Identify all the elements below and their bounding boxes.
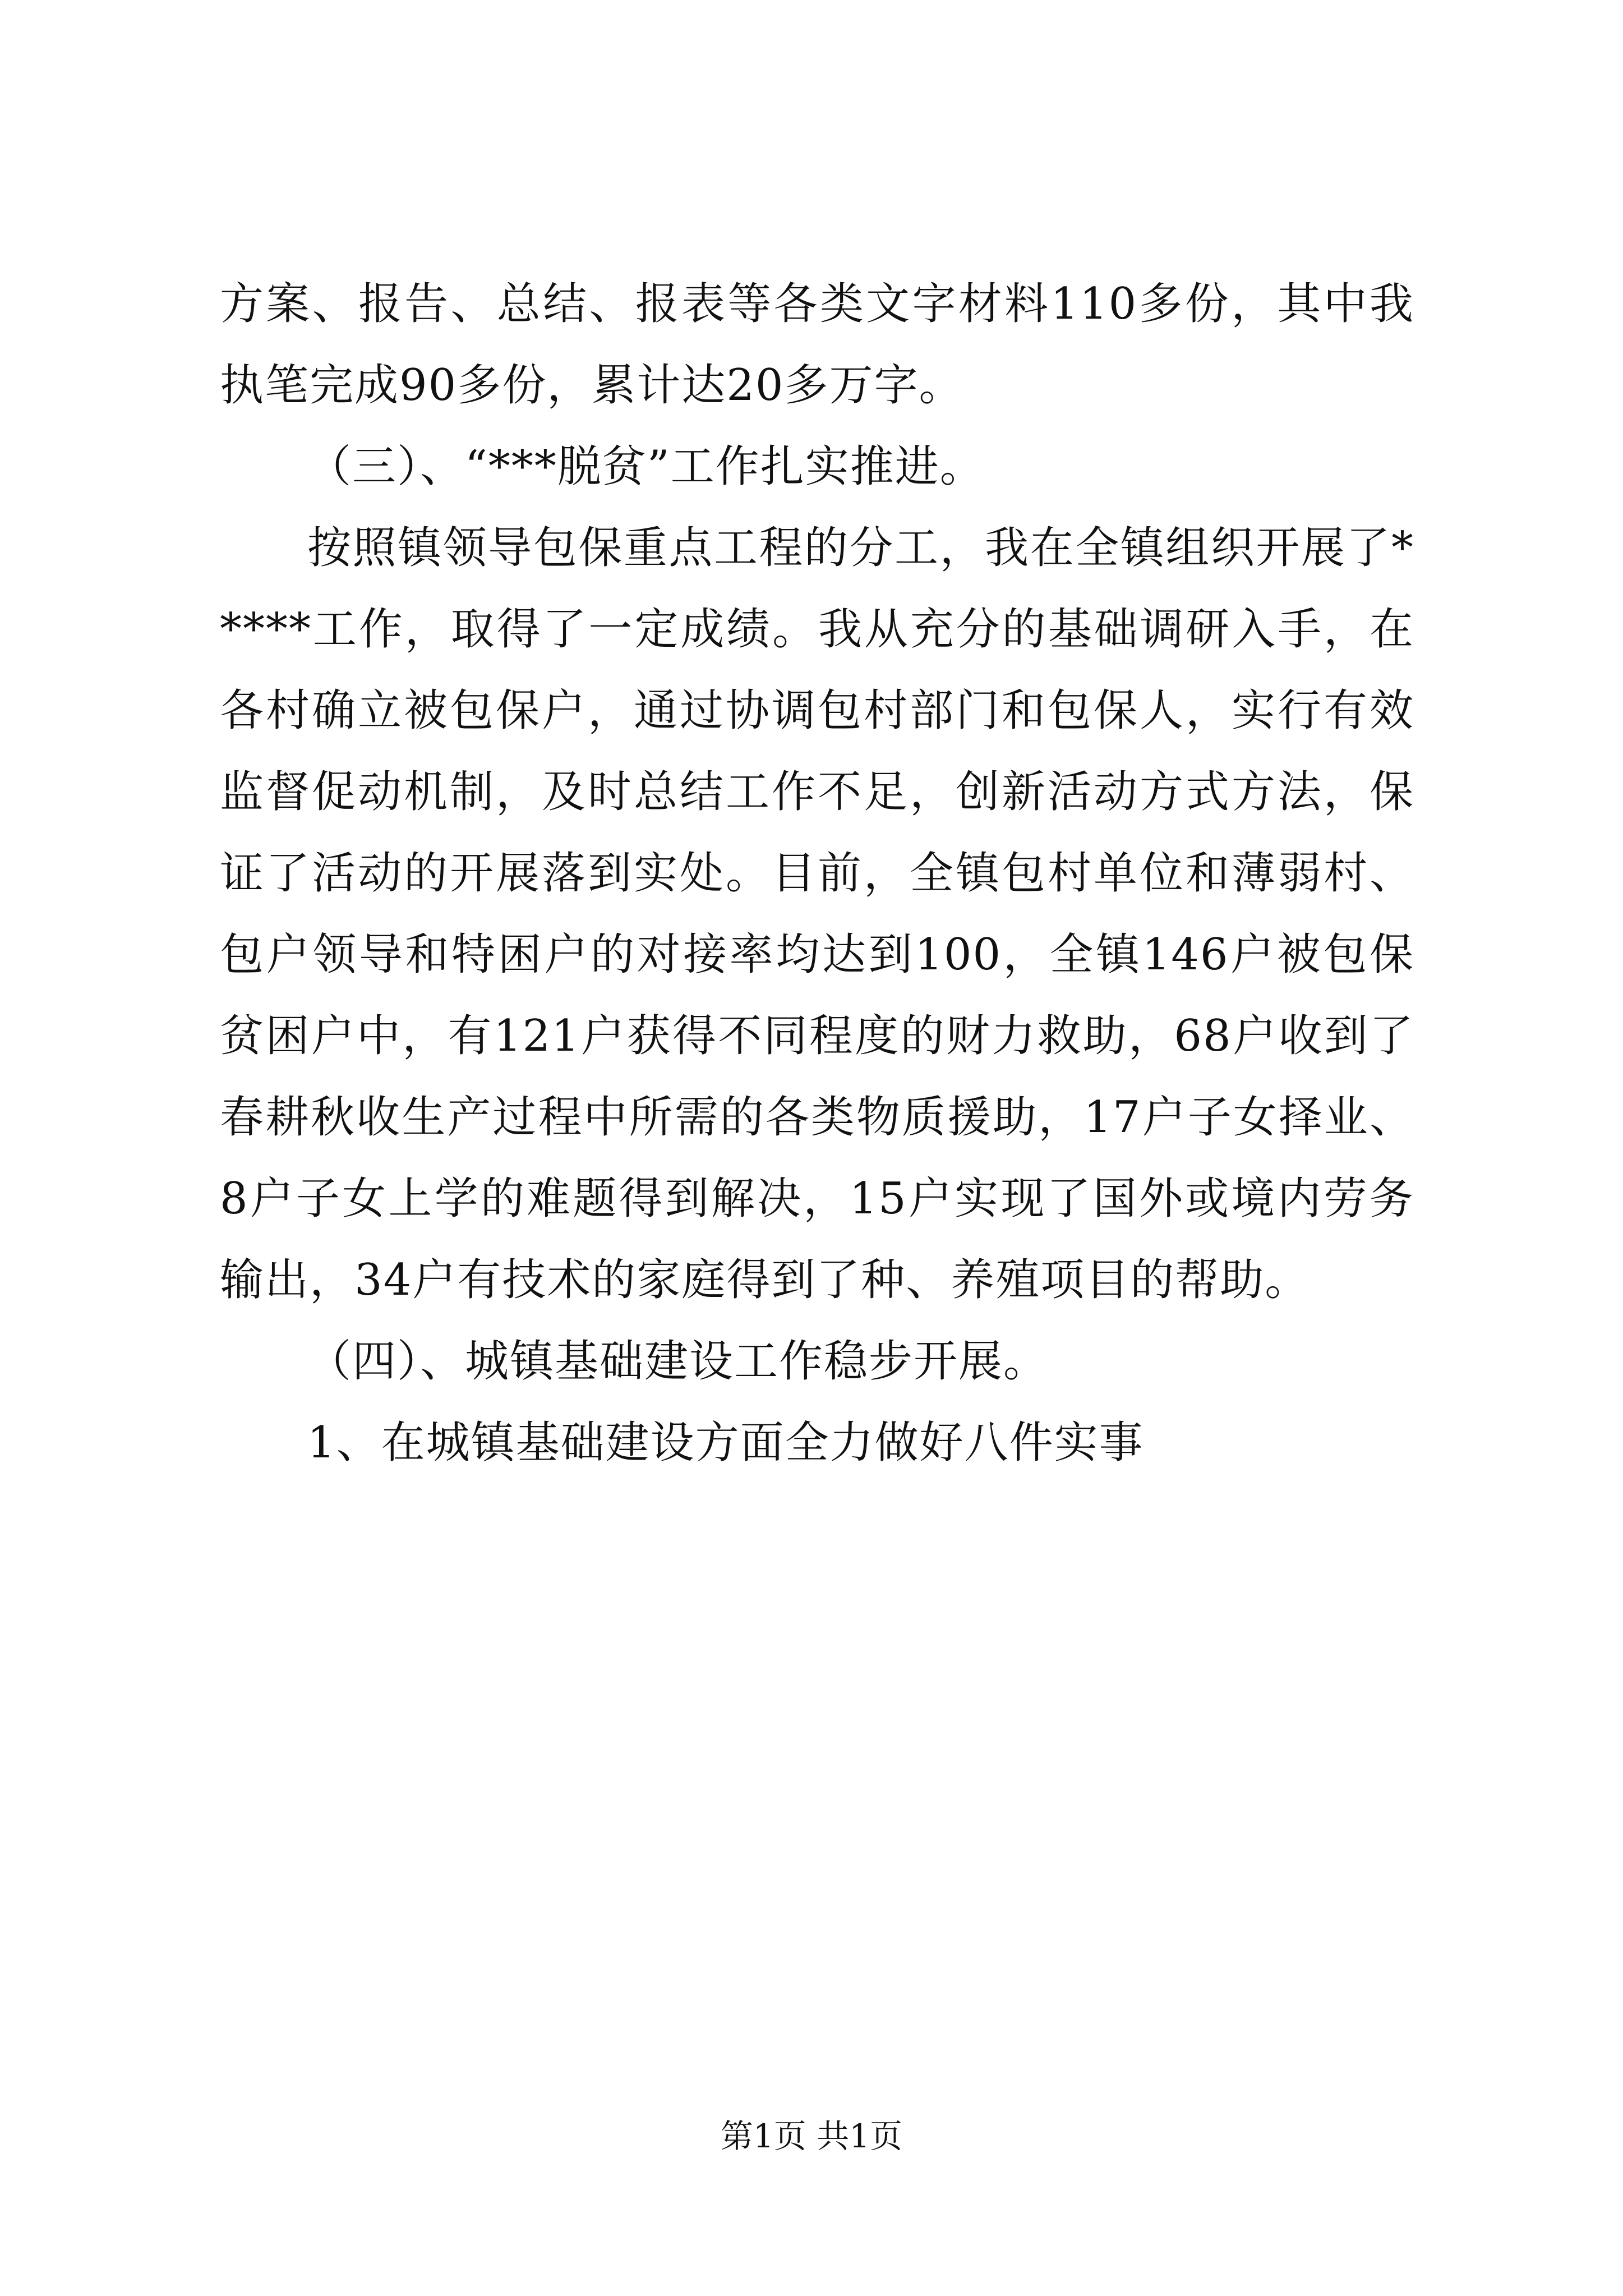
document-body xyxy=(220,264,1414,1484)
paragraph-continuation: 方案、报告、总结、报表等各类文字材料110多份，其中我执笔完成90多份，累计达20多万字。 xyxy=(220,279,1414,411)
section-heading-three: （三）、“***脱贫”工作扎实推进。 xyxy=(307,441,985,492)
page-number-footer: 第1页 共1页 xyxy=(720,2117,903,2155)
paragraph-poverty-work: 按照镇领导包保重点工程的分工，我在全镇组织开展了*****工作，取得了一定成绩。我从充分的基础调研入手，在各村确立被包保户，通过协调包村部门和包保人，实行有效监督促动机制，及时总结工作不足，创新活动方式方法，保证了活动的开展落到实处。目前，全镇包村单位和薄弱村、包户领导和特困户的对接率均达到100，全镇146户被包保贫困户中，有121户获得不同程度的财力救助，68户收到了春耕秋收生产过程中所需的各类物质援助，17户子女择业、8户子女上学的难题得到解决，15户实现了国外或境内劳务输出，34户有技术的家庭得到了种、养殖项目的帮助。 xyxy=(220,523,1414,1305)
section-heading-four: （四）、城镇基础建设工作稳步开展。 xyxy=(307,1336,1049,1387)
subsection-item-one: 1、在城镇基础建设方面全力做好八件实事 xyxy=(307,1418,1144,1468)
